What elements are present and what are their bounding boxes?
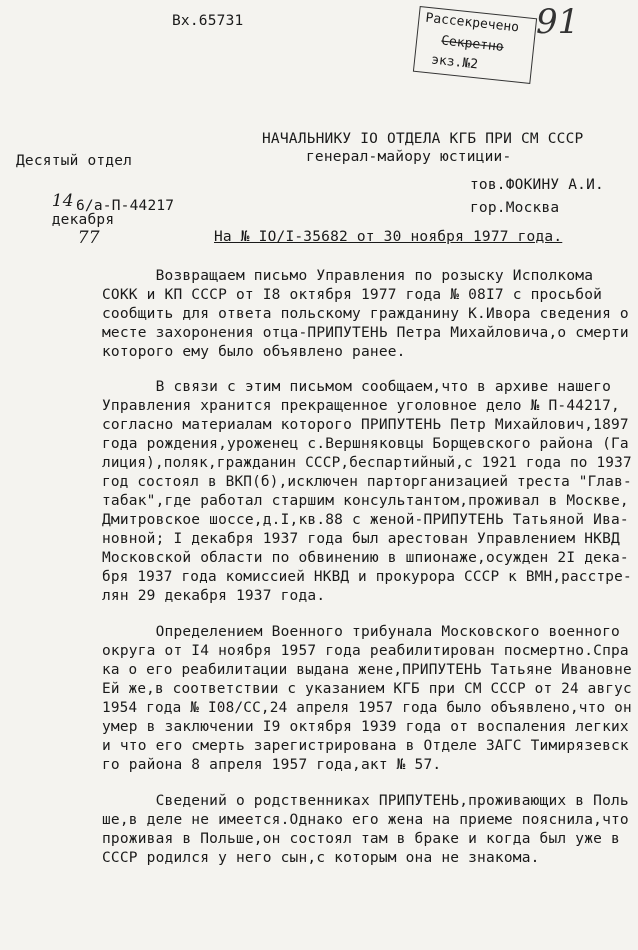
body-line: бря 1937 года комиссией НКВД и прокурора СССР к ВМН,расстре- <box>102 569 632 585</box>
body-line: Сведений о родственниках ПРИПУТЕНЬ,проживающих в Поль <box>102 793 629 809</box>
body-line: ше,в деле не имеется.Однако его жена на приеме пояснила,что <box>102 812 629 828</box>
body-line: и что его смерть зарегистрирована в Отделе ЗАГС Тимирязевск <box>102 738 629 754</box>
addressee-line-1: НАЧАЛЬНИКУ IO ОТДЕЛА КГБ ПРИ СМ СССР <box>262 131 584 147</box>
stamp-secret-text: Секретно <box>440 33 505 55</box>
sender-date <box>16 174 114 266</box>
sender-reference: 6/а-П-44217 <box>76 198 175 214</box>
body-line: го района 8 апреля 1957 года,акт № 57. <box>102 757 442 773</box>
body-line: лян 29 декабря 1937 года. <box>102 588 326 604</box>
date-day: 14 <box>51 191 74 211</box>
body-line: Московской области по обвинению в шпионаже,осужден 2I дека- <box>102 550 629 566</box>
body-line: Определением Военного трибунала Московского военного <box>102 624 620 640</box>
stamp-declassified-text: Рассекречено <box>424 10 520 36</box>
incoming-reference: Вх.65731 <box>172 13 244 29</box>
handwritten-page-number: 91 <box>536 2 580 42</box>
declassification-stamp <box>413 6 537 84</box>
body-line: табак",где работал старшим консультантом,проживал в Москве, <box>102 493 629 509</box>
body-line: которого ему было объявлено ранее. <box>102 344 406 360</box>
body-line: округа от I4 ноября 1957 года реабилитирован посмертно.Спра <box>102 643 629 659</box>
body-line: согласно материалам которого ПРИПУТЕНЬ Петр Михайлович,1897 <box>102 417 629 433</box>
body-line: проживая в Польше,он состоял там в браке и когда был уже в <box>102 831 620 847</box>
body-line: новной; I декабря 1937 года был арестован Управлением НКВД <box>102 531 620 547</box>
body-line: месте захоронения отца-ПРИПУТЕНЬ Петра Михайловича,о смерти <box>102 325 629 341</box>
body-line: умер в заключении I9 октября 1939 года от воспаления легких <box>102 719 629 735</box>
body-line: года рождения,уроженец с.Вершняковцы Борщевского района (Га <box>102 436 629 452</box>
addressee-line-2: генерал-майору юстиции- <box>306 149 512 165</box>
addressee-line-3: тов.ФОКИНУ А.И. <box>470 177 604 193</box>
body-line: ка о его реабилитации выдана жене,ПРИПУТЕНЬ Татьяне Ивановне <box>102 662 632 678</box>
subject-line: На № IO/I-35682 от 30 ноября 1977 года. <box>214 229 563 245</box>
body-line: СССР родился у него сын,с которым она не знакома. <box>102 850 540 866</box>
body-line: 1954 года № I08/СС,24 апреля 1957 года было объявлено,что он <box>102 700 632 716</box>
stamp-copy-number: экз.№2 <box>430 52 479 73</box>
body-line: Ей же,в соответствии с указанием КГБ при СМ СССР от 24 авгус <box>102 681 632 697</box>
body-line: Управления хранится прекращенное уголовное дело № П-44217, <box>102 398 620 414</box>
addressee-line-4: гор.Москва <box>470 200 560 216</box>
date-year: 77 <box>77 228 100 248</box>
body-line: Возвращаем письмо Управления по розыску Исполкома <box>102 268 594 284</box>
sender-department: Десятый отдел <box>16 153 133 169</box>
body-line: Дмитровское шоссе,д.I,кв.88 с женой-ПРИПУТЕНЬ Татьяной Ива- <box>102 512 629 528</box>
body-line: сообщить для ответа польскому гражданину К.Ивора сведения о <box>102 306 629 322</box>
body-line: В связи с этим письмом сообщаем,что в архиве нашего <box>102 379 611 395</box>
body-line: СОКК и КП СССР от I8 октября 1977 года № 08I7 с просьбой <box>102 287 603 303</box>
date-month: декабря <box>51 212 115 228</box>
body-line: год состоял в ВКП(б),исключен парторганизацией треста "Глав- <box>102 474 632 490</box>
body-line: лиция),поляк,гражданин СССР,беспартийный,с 1921 года по 1937 <box>102 455 632 471</box>
